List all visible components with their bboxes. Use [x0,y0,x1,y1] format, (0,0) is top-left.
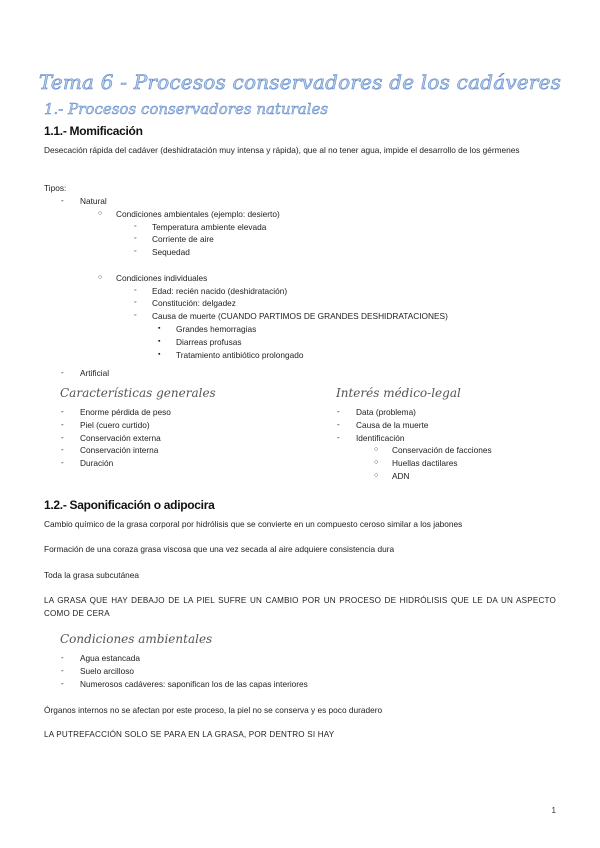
list-item: ▪ Tratamiento antibiótico prolongado [158,349,304,360]
list-item: - Enorme pérdida de peso [61,407,171,417]
list-item: ○ ADN [374,470,410,481]
list-item: ○ Huellas dactilares [374,458,458,469]
condiciones-list [44,652,308,690]
list-item: ◦ Sequedad [134,247,190,258]
list-item: - Conservación externa [61,432,161,443]
list-item: - Piel (cuero curtido) [61,419,150,430]
saponificacion-p3: Toda la grasa subcutánea [44,570,140,580]
tipos-list [44,195,448,380]
list-item: - Suelo arcilloso [61,665,134,676]
list-item: - Natural [61,196,107,206]
caracteristicas-list [44,406,171,470]
list-item: - Agua estancada [61,653,140,663]
interes-heading: Interés médico-legal [336,386,461,400]
list-item: ▪ Diarreas profusas [158,336,242,347]
list-item: ○ Condiciones ambientales (ejemplo: desierto) [98,208,280,219]
page-number: 1 [551,806,556,815]
list-item: ◦ Corriente de aire [134,234,214,245]
list-item: - Identificación [337,432,405,443]
list-item: ◦ Temperatura ambiente elevada [134,221,267,232]
list-item: ◦ Constitución: delgadez [134,298,236,309]
saponificacion-p4: LA GRASA QUE HAY DEBAJO DE LA PIEL SUFRE UN CAMBIO POR UN PROCESO DE HIDRÓLISIS QUE LE DA UN ASPECTO COMO DE CERA [44,596,556,618]
list-item: - Conservación interna [61,445,159,456]
list-item: ○ Conservación de facciones [374,445,492,456]
saponificacion-p1: Cambio químico de la grasa corporal por hidrólisis que se convierte en un compuesto ceroso similar a los jabones [44,519,463,529]
saponificacion-p5: Órganos internos no se afectan por este proceso, la piel no se conserva y es poco duradero [44,705,383,715]
list-item: ○ Condiciones individuales [98,272,208,283]
list-item: ▪ Grandes hemorragias [158,323,257,334]
section-heading-1: 1.- Procesos conservadores naturales [44,100,329,118]
tipos-label: Tipos: [44,183,67,193]
caracteristicas-heading: Características generales [60,386,216,400]
heading-saponificacion: 1.2.- Saponificación o adipocira [44,498,215,512]
list-item: ◦ Edad: recién nacido (deshidratación) [134,285,288,296]
saponificacion-p2: Formación de una coraza grasa viscosa que una vez secada al aire adquiere consistencia dura [44,544,395,554]
list-item: - Data (problema) [337,407,416,417]
heading-momificacion: 1.1.- Momificación [44,124,143,138]
list-item: - Numerosos cadáveres: saponifican los de las capas interiores [61,678,308,689]
list-item: - Artificial [61,368,110,379]
momificacion-intro: Desecación rápida del cadáver (deshidratación muy intensa y rápida), que al no tener agua, impide el desarrollo de los gérmenes [44,145,520,155]
list-item: - Causa de la muerte [337,419,429,430]
list-item: ◦ Causa de muerte (CUANDO PARTIMOS DE GRANDES DESHIDRATACIONES) [134,311,448,322]
condiciones-heading: Condiciones ambientales [60,632,213,646]
interes-list [320,406,492,483]
document-title: Tema 6 - Procesos conservadores de los cadáveres [38,70,562,94]
saponificacion-p6: LA PUTREFACCIÓN SOLO SE PARA EN LA GRASA, POR DENTRO SI HAY [44,730,335,739]
list-item: - Duración [61,458,114,469]
